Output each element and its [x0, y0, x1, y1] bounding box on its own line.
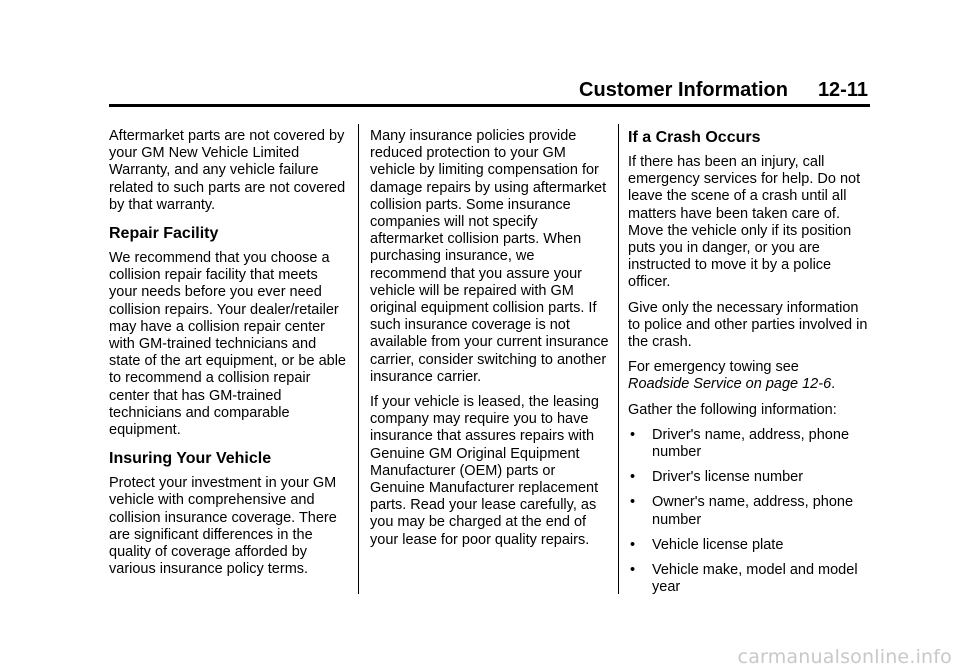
- list-item-text: Owner's name, address, phone number: [652, 494, 854, 528]
- list-item-text: Driver's license number: [652, 469, 804, 486]
- list-item: [628, 427, 868, 461]
- aftermarket-paragraph: Aftermarket parts are not covered by your GM New Vehicle Limited Warranty, and any vehicle failure related to such parts are not covered by that warranty.: [109, 128, 346, 213]
- towing-paragraph: [628, 359, 868, 393]
- list-item: [628, 537, 868, 554]
- repair-facility-heading: Repair Facility: [109, 225, 219, 243]
- bullet-icon: •: [630, 426, 636, 443]
- list-item-text: Vehicle make, model and model year: [652, 562, 858, 596]
- towing-period: .: [831, 376, 836, 393]
- repair-facility-paragraph: We recommend that you choose a collision repair facility that meets your needs before you ever need collision repairs. Your dealer/retailer may have a collision repair center with GM-trained technicians and state of the art equipment, or be able to recommend a collision repair center that has GM-trained technicians and comparable equipment.: [109, 250, 346, 439]
- bullet-icon: •: [630, 562, 636, 579]
- list-item: [628, 494, 868, 528]
- watermark: carmanualsonline.info: [737, 646, 952, 668]
- necessary-info-paragraph: Give only the necessary information to police and other parties involved in the crash.: [628, 299, 868, 351]
- column-3: [628, 128, 868, 604]
- bullet-icon: •: [630, 536, 636, 553]
- insuring-paragraph: Protect your investment in your GM vehicle with comprehensive and collision insurance coverage. There are significant differences in the quality of coverage afforded by various insurance policy terms.: [109, 475, 337, 578]
- column-divider-2: [618, 124, 619, 594]
- insurance-policies-paragraph: Many insurance policies provide reduced protection to your GM vehicle by limiting compensation for damage repairs by using aftermarket collision parts. Some insurance companies will not specify aftermarket collision parts. When purchasing insurance, we recommend that you assure your vehicle will be repaired with GM original equipment collision parts. If such insurance coverage is not available from your current insurance carrier, consider switching to another insurance carrier.: [370, 128, 609, 385]
- column-1: [109, 128, 349, 586]
- header-rule: [109, 104, 870, 107]
- page-number: 12-11: [817, 79, 868, 101]
- roadside-service-link[interactable]: Roadside Service on page 12-6: [628, 376, 832, 393]
- page-header: [0, 78, 868, 102]
- towing-text: For emergency towing see: [628, 359, 799, 376]
- section-title: Customer Information: [579, 79, 788, 101]
- injury-paragraph: If there has been an injury, call emergency services for help. Do not leave the scene of a crash until all matters have been taken care of. Move the vehicle only if its position puts you in danger, or you are instructed to move it by a police officer.: [628, 154, 861, 291]
- column-2: [370, 128, 610, 557]
- bullet-icon: •: [630, 469, 636, 486]
- info-list: [628, 427, 868, 597]
- gather-info-paragraph: Gather the following information:: [628, 401, 837, 418]
- list-item-text: Driver's name, address, phone number: [652, 426, 850, 461]
- list-item: [628, 562, 868, 596]
- column-divider-1: [358, 124, 359, 594]
- list-item: [628, 469, 868, 486]
- insuring-heading: Insuring Your Vehicle: [109, 450, 272, 468]
- list-item-text: Vehicle license plate: [652, 536, 784, 553]
- crash-heading: If a Crash Occurs: [628, 129, 761, 146]
- bullet-icon: •: [630, 494, 636, 511]
- leased-vehicle-paragraph: If your vehicle is leased, the leasing company may require you to have insurance that assures repairs with Genuine GM Original Equipment Manufacturer (OEM) parts or Genuine Manufacturer replacement parts. Read your lease carefully, as you may be charged at the end of your lease for poor quality repairs.: [370, 394, 599, 548]
